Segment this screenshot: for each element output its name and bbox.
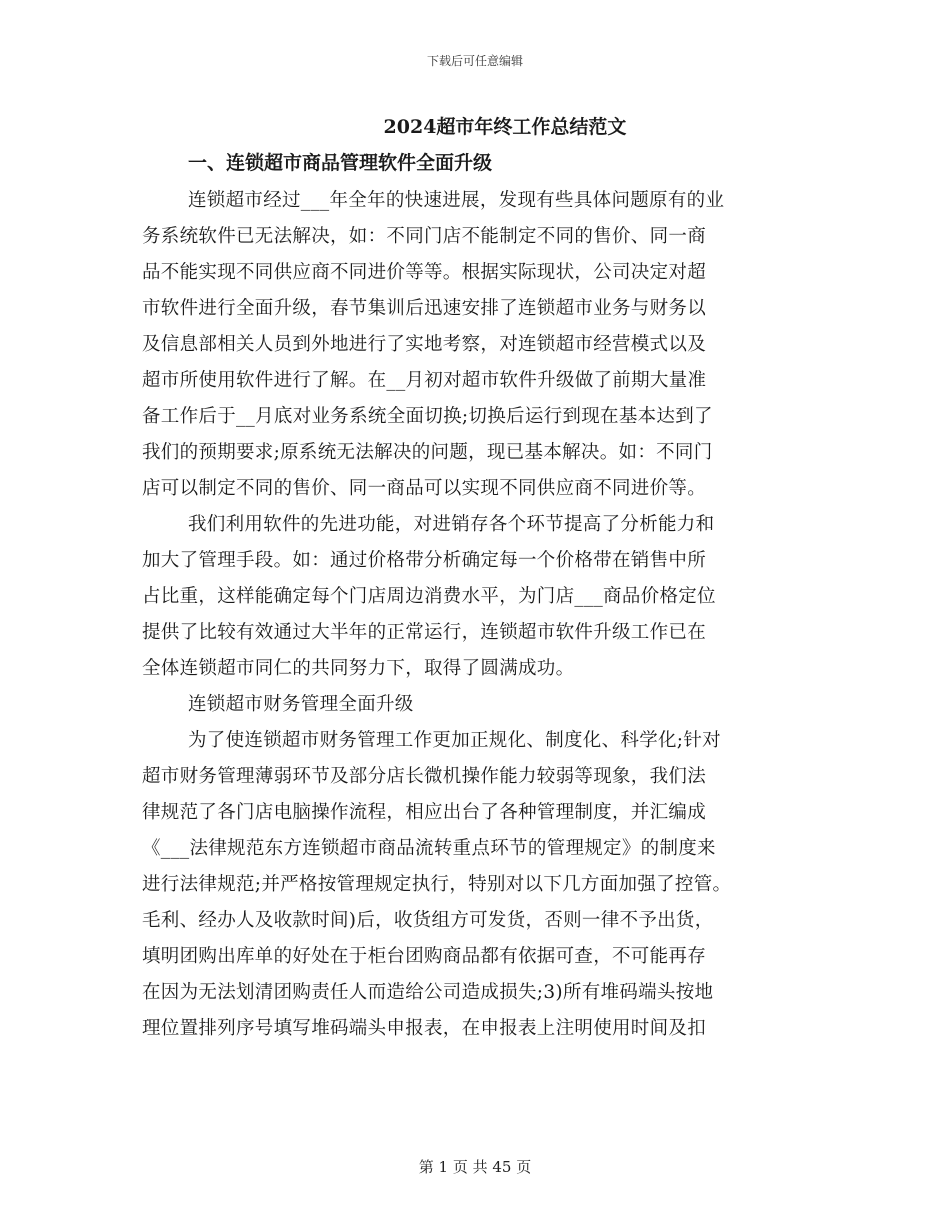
paragraph-line: 市软件进行全面升级，春节集训后迅速安排了连锁超市业务与财务以 — [142, 298, 707, 319]
paragraph-line: 我们利用软件的先进功能，对进销存各个环节提高了分析能力和 — [188, 514, 715, 535]
document-title: 2024超市年终工作总结范文 — [383, 116, 627, 138]
paragraph-line: 进行法律规范;并严格按管理规定执行，特别对以下几方面加强了控管。 — [142, 874, 732, 895]
section-heading: 一、连锁超市商品管理软件全面升级 — [188, 152, 493, 174]
paragraph-line: 理位置排列序号填写堆码端头申报表，在申报表上注明使用时间及扣 — [142, 1018, 707, 1039]
paragraph-line: 及信息部相关人员到外地进行了实地考察，对连锁超市经营模式以及 — [142, 334, 707, 355]
paragraph-line: 超市财务管理薄弱环节及部分店长微机操作能力较弱等现象，我们法 — [142, 766, 707, 787]
paragraph-line: 《___法律规范东方连锁超市商品流转重点环节的管理规定》的制度来 — [142, 838, 716, 859]
paragraph-line: 备工作后于__月底对业务系统全面切换;切换后运行到现在基本达到了 — [142, 406, 713, 427]
paragraph-line: 占比重，这样能确定每个门店周边消费水平，为门店___商品价格定位 — [142, 586, 716, 607]
paragraph-line: 全体连锁超市同仁的共同努力下，取得了圆满成功。 — [142, 658, 575, 679]
paragraph-line: 在因为无法划清团购责任人而造给公司造成损失;3)所有堆码端头按地 — [142, 982, 714, 1003]
paragraph-line: 我们的预期要求;原系统无法解决的问题，现已基本解决。如：不同门 — [142, 442, 713, 463]
page-number: 第 1 页 共 45 页 — [418, 1158, 532, 1176]
page-header-note: 下载后可任意编辑 — [426, 54, 523, 68]
paragraph-line: 毛利、经办人及收款时间)后，收货组方可发货，否则一律不予出货， — [142, 910, 714, 931]
paragraph-line: 律规范了各门店电脑操作流程，相应出台了各种管理制度，并汇编成 — [142, 802, 707, 823]
paragraph-line: 务系统软件已无法解决，如：不同门店不能制定不同的售价、同一商 — [142, 226, 707, 247]
paragraph-line: 店可以制定不同的售价、同一商品可以实现不同供应商不同进价等。 — [142, 478, 707, 499]
paragraph-line: 填明团购出库单的好处在于柜台团购商品都有依据可查，不可能再存 — [142, 946, 707, 967]
paragraph-line: 品不能实现不同供应商不同进价等等。根据实际现状，公司决定对超 — [142, 262, 707, 283]
paragraph-line: 提供了比较有效通过大半年的正常运行，连锁超市软件升级工作已在 — [142, 622, 707, 643]
paragraph-line: 为了使连锁超市财务管理工作更加正规化、制度化、科学化;针对 — [188, 730, 721, 751]
paragraph-line: 连锁超市经过___年全年的快速进展，发现有些具体问题原有的业 — [188, 190, 725, 211]
subsection-heading: 连锁超市财务管理全面升级 — [188, 694, 414, 715]
paragraph-line: 超市所使用软件进行了解。在__月初对超市软件升级做了前期大量准 — [142, 370, 707, 391]
paragraph-line: 加大了管理手段。如：通过价格带分析确定每一个价格带在销售中所 — [142, 550, 707, 571]
